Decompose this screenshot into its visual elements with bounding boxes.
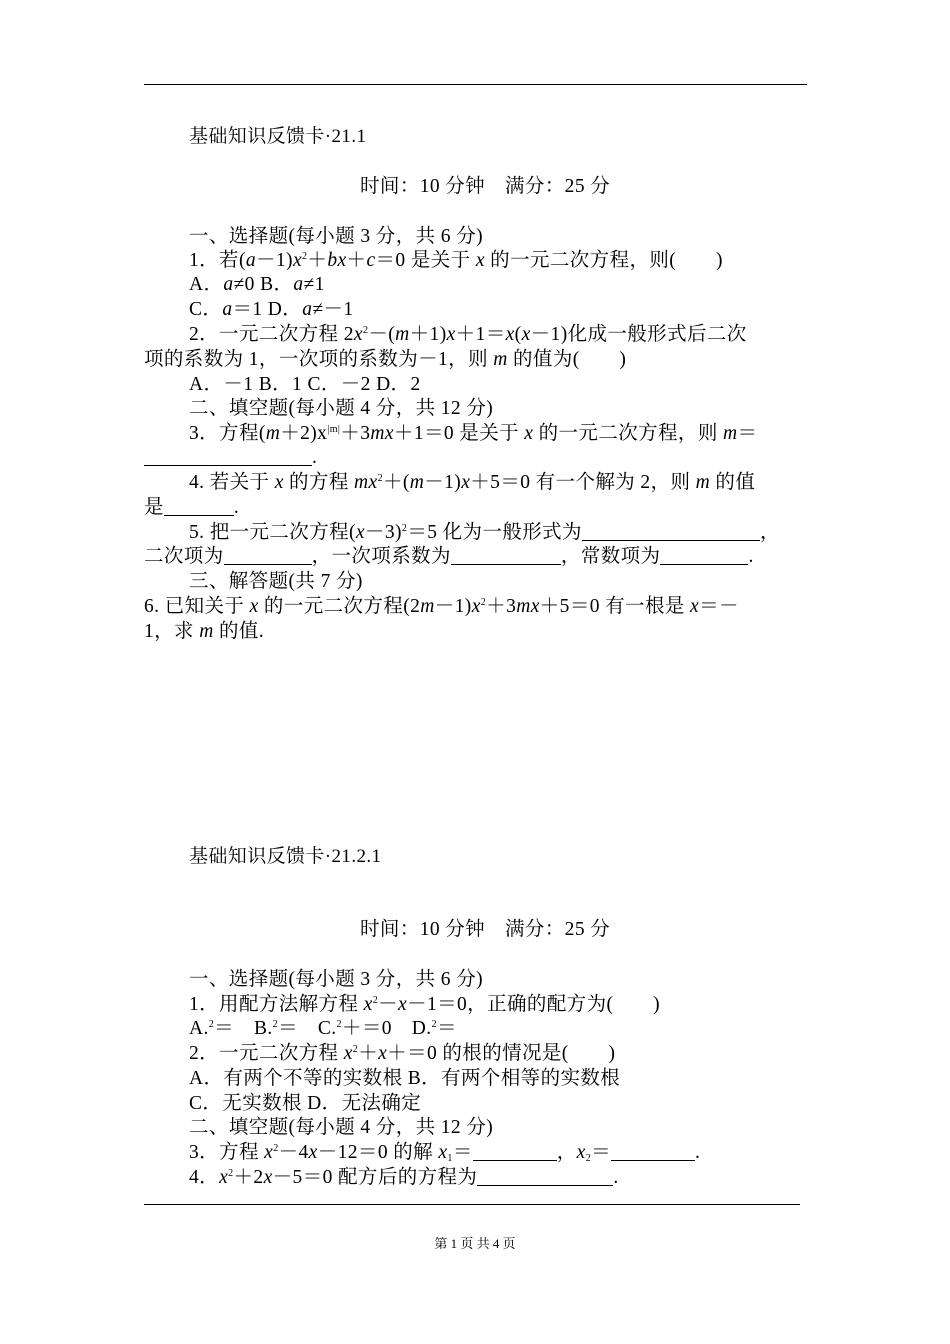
card1-question-6-line1: 6. 已知关于 x 的一元二次方程$(2m-1)x^2+3mx+5=0$ 有一根是 x＝－ [144, 596, 739, 617]
card2-q3-x2-blank[interactable] [611, 1141, 695, 1161]
card2-q4-answer-blank[interactable] [477, 1166, 613, 1186]
q5-linear-coefficient-blank[interactable] [451, 545, 561, 565]
card2-q2-options-cd: C．无实数根 D．无法确定 [189, 1093, 422, 1114]
card2-question-2: 2．一元二次方程 $x^2+x+=0$ 的根的情况是( ) [189, 1043, 616, 1064]
card2-question-1: 1．用配方法解方程 $x^2-x-1=0$，正确的配方为( ) [189, 994, 661, 1015]
bottom-rule [144, 1204, 800, 1205]
card1-section-choice: 一、选择题(每小题 3 分，共 6 分) [189, 226, 483, 247]
card2-q1-options: A.$^2$＝ B.$^2$＝ C.$^2$＋＝0 D.$^2$＝ [189, 1018, 457, 1039]
card2-time-info: 时间：10 分钟 满分：25 分 [360, 919, 611, 940]
card1-title: 基础知识反馈卡·21.1 [189, 126, 367, 147]
card1-q1-options-cd: C．a＝1 D．a≠－1 [189, 299, 354, 320]
card2-section-choice: 一、选择题(每小题 3 分，共 6 分) [189, 969, 483, 990]
card1-question-4-line2: 是 . [144, 497, 240, 518]
card1-question-4-line1: 4. 若关于 x 的方程 $mx^2+(m-1)x+5=0$ 有一个解为 2，则 m 的值 [189, 472, 756, 493]
card1-time-info: 时间：10 分钟 满分：25 分 [360, 176, 611, 197]
card1-question-3-line2: . [144, 446, 317, 470]
q4-answer-blank[interactable] [164, 496, 234, 516]
card1-question-2-line1: 2．一元二次方程 $2x^2-(m+1)x+1=x(x-1)$化成一般形式后二次 [189, 324, 747, 345]
card2-question-3: 3．方程 $x^2-4x-12=0$ 的解 $x_1=$ ，$x_2=$ . [189, 1142, 701, 1164]
card2-q3-x1-blank[interactable] [473, 1141, 557, 1161]
card1-question-5-line2: 二次项为 ，一次项系数为 ，常数项为 . [144, 546, 754, 567]
card1-question-5-line1: 5. 把一元二次方程$(x-3)^2=5$ 化为一般形式为 ， [189, 522, 780, 543]
card1-section-answer: 三、解答题(共 7 分) [189, 571, 363, 592]
card1-q1-options-ab: A．a≠0 B．a≠1 [189, 274, 325, 295]
card2-title: 基础知识反馈卡·21.2.1 [189, 846, 382, 867]
q5-quadratic-term-blank[interactable] [224, 545, 312, 565]
card1-question-6-line2: 1，求 m 的值. [144, 621, 265, 642]
card1-section-fill: 二、填空题(每小题 4 分，共 12 分) [189, 398, 494, 419]
q5-general-form-blank[interactable] [582, 521, 760, 541]
q3-answer-blank[interactable] [144, 446, 312, 466]
card1-q2-options: A．－1 B．1 C．－2 D．2 [189, 374, 421, 395]
card2-question-4: 4．$x^2+2x-5=0$ 配方后的方程为 . [189, 1167, 619, 1188]
top-rule [144, 84, 807, 85]
q5-constant-term-blank[interactable] [660, 545, 748, 565]
card2-section-fill: 二、填空题(每小题 4 分，共 12 分) [189, 1117, 494, 1138]
card1-question-3-line1: 3．方程$(m+2)x^{|m|}+3mx+1=0$ 是关于 x 的一元二次方程，则 m＝ [189, 423, 758, 444]
card1-question-2-line2: 项的系数为 1，一次项的系数为－1，则 m 的值为( ) [144, 349, 627, 370]
card1-question-1: 1．若$(a-1)x^2+bx+c=0$ 是关于 x 的一元二次方程，则( ) [189, 250, 723, 271]
card2-q2-options-ab: A．有两个不等的实数根 B．有两个相等的实数根 [189, 1068, 621, 1089]
page-number-footer: 第 1 页 共 4 页 [434, 1236, 516, 1251]
